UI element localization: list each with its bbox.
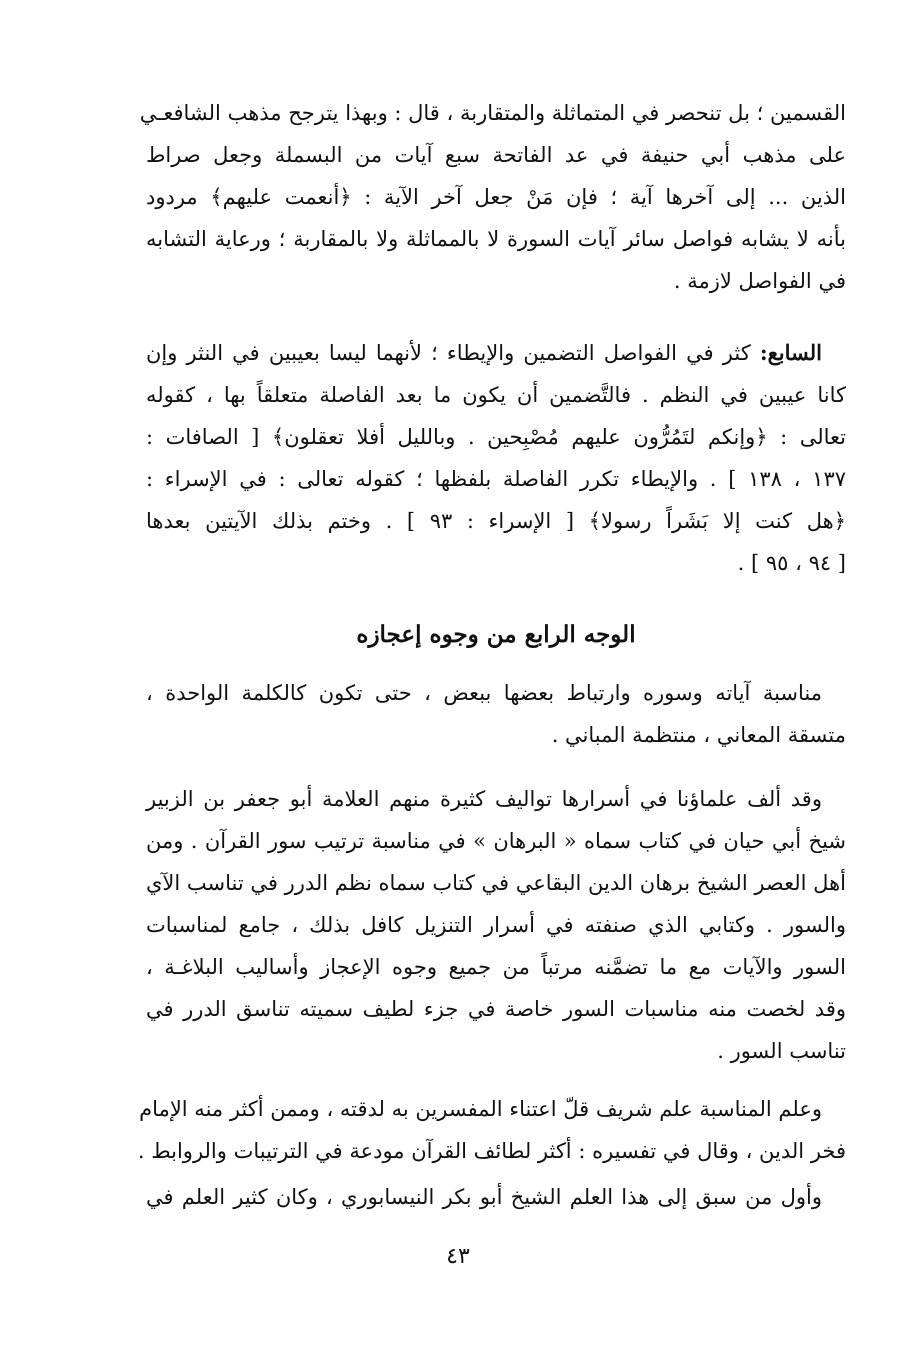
text-line: السور والآيات مع ما تضمَّنه مرتباً من جميع وجوه الإعجاز وأساليب البلاغـة ، bbox=[146, 955, 846, 979]
paragraph-lead: السابع: bbox=[759, 340, 822, 365]
text-line: [ ٩٤ ، ٩٥ ] . bbox=[737, 551, 846, 575]
text-line: تعالى : ﴿وإنكم لتَمُرُّون عليهم مُصْبِحين . وبالليل أفلا تعقلون﴾ [ الصافات : bbox=[146, 425, 846, 449]
text-line bbox=[146, 338, 846, 368]
text-line: متسقة المعاني ، منتظمة المباني . bbox=[551, 723, 846, 747]
text-line: تناسب السور . bbox=[717, 1039, 846, 1063]
text-line: أهل العصر الشيخ برهان الدين البقاعي في كتاب سماه نظم الدرر في تناسب الآي bbox=[145, 871, 846, 895]
page-number: ٤٣ bbox=[446, 1244, 470, 1269]
text-line: والسور . وكتابي الذي صنفته في أسرار التنزيل كافل بذلك ، جامع لمناسبات bbox=[146, 913, 846, 937]
text-line: القسمين ؛ بل تنحصر في المتماثلة والمتقاربة ، قال : وبهذا يترجح مذهب الشافعـي bbox=[139, 101, 846, 125]
text-line: وأول من سبق إلى هذا العلم الشيخ أبو بكر النيسابوري ، وكان كثير العلم في bbox=[146, 1185, 822, 1209]
text-line: الذين ... إلى آخرها آية ؛ فإن مَنْ جعل آخر الآية : ﴿أنعمت عليهم﴾ مردود bbox=[146, 185, 846, 209]
text-line: ﴿هل كنت إلا بَشَراً رسولا﴾ [ الإسراء : ٩٣ ] . وختم بذلك الآيتين بعدها bbox=[146, 509, 847, 533]
text-run: كثر في الفواصل التضمين والإيطاء ؛ لأنهما ليسا بعيبين في النثر وإن bbox=[146, 341, 760, 365]
text-line: على مذهب أبي حنيفة في عد الفاتحة سبع آيات من البسملة وجعل صراط bbox=[146, 143, 846, 167]
text-line: شيخ أبي حيان في كتاب سماه « البرهان » في مناسبة ترتيب سور القرآن . ومن bbox=[146, 829, 846, 853]
text-line: وقد ألف علماؤنا في أسرارها تواليف كثيرة منهم العلامة أبو جعفر بن الزبير bbox=[146, 787, 822, 811]
text-line: ١٣٧ ، ١٣٨ ] . والإيطاء تكرر الفاصلة بلفظها ؛ كقوله تعالى : في الإسراء : bbox=[146, 467, 847, 491]
text-line: في الفواصل لازمة . bbox=[673, 269, 846, 293]
text-line: بأنه لا يشابه فواصل سائر آيات السورة لا بالمماثلة ولا بالمقاربة ؛ ورعاية التشابه bbox=[146, 227, 846, 251]
text-line: مناسبة آياته وسوره وارتباط بعضها ببعض ، حتى تكون كالكلمة الواحدة ، bbox=[146, 681, 822, 705]
text-line: كانا عيبين في النظم . فالتَّضمين أن يكون ما بعد الفاصلة متعلقاً بها ، كقوله bbox=[146, 383, 846, 407]
text-line: فخر الدين ، وقال في تفسيره : أكثر لطائف القرآن مودعة في الترتيبات والروابط . bbox=[137, 1139, 846, 1163]
text-line: وقد لخصت منه مناسبات السور خاصة في جزء لطيف سميته تناسق الدرر في bbox=[146, 997, 846, 1021]
text-line: وعلم المناسبة علم شريف قلّ اعتناء المفسرين به لدقته ، وممن أكثر منه الإمام bbox=[139, 1097, 822, 1121]
section-heading: الوجه الرابع من وجوه إعجازه bbox=[356, 621, 636, 648]
